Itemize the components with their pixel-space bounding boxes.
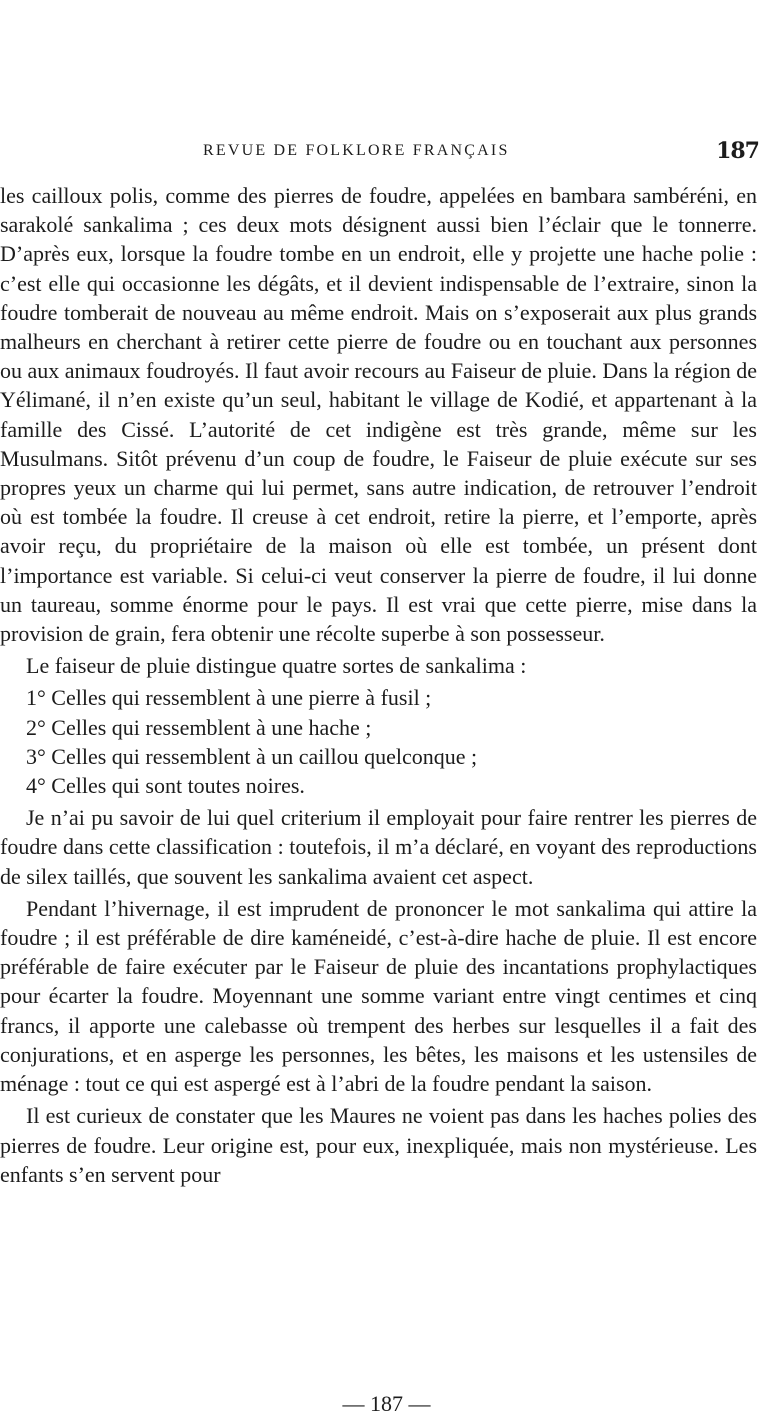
paragraph: les cailloux polis, comme des pierres de foudre, appelées en bambara sambéréni, en sarakolé sankalima ; ces deux mots désignent aussi bien l’éclair que le tonnerre. D’après eux, lorsque la foudre tombe en un endroit, elle y projette une hache polie : c’est elle qui occasionne les dégâts, et il devient indispensable de l’extraire, sinon la foudre tomberait de nouveau au même endroit. Mais on s’exposerait aux plus grands malheurs en cherchant à retirer cette pierre de foudre ou en touchant aux personnes ou aux animaux foudroyés. Il faut avoir recours au Faiseur de pluie. Dans la région de Yélimané, il n’en existe qu’un seul, habitant le village de Kodié, et appartenant à la famille des Cissé. L’autorité de cet indigène est très grande, même sur les Musulmans. Sitôt prévenu d’un coup de foudre, le Faiseur de pluie exécute sur ses propres yeux un charme qui lui permet, sans autre indication, de retrouver l’endroit où est tombée la foudre. Il creuse à cet endroit, retire la pierre, et l’emporte, après avoir reçu, du propriétaire de la maison où elle est tombée, un présent dont l’importance est variable. Si celui-ci veut conserver la pierre de foudre, il lui donne un taureau, somme énorme pour le pays. Il est vrai que cette pierre, mise dans la provision de grain, fera obtenir une récolte superbe à son possesseur. xyxy=(0,183,757,647)
paragraph: Il est curieux de constater que les Maures ne voient pas dans les haches polies des pierres de foudre. Leur origine est, pour eux, inexpliquée, mais non mystérieuse. Les enfants s’en servent pour xyxy=(0,1103,757,1187)
paragraph: Le faiseur de pluie distingue quatre sortes de sankalima : xyxy=(26,653,527,679)
running-title: REVUE DE FOLKLORE FRANÇAIS xyxy=(203,142,510,159)
page-number-top: 187 xyxy=(716,138,759,164)
list-item: 4° Celles qui sont toutes noires. xyxy=(26,773,305,799)
body-text xyxy=(0,181,757,1192)
list-item: 3° Celles qui ressemblent à un caillou quelconque ; xyxy=(26,743,478,769)
list-item: 1° Celles qui ressemblent à une pierre à fusil ; xyxy=(26,685,432,711)
page-number-bottom: — 187 — xyxy=(342,1391,431,1416)
paragraph: Pendant l’hivernage, il est imprudent de prononcer le mot sankalima qui attire la foudre ; il est préférable de dire kaméneidé, c’est-à-dire hache de pluie. Il est encore préférable de faire exécuter par le Faiseur de pluie des incantations prophylactiques pour écarter la foudre. Moyennant une somme variant entre vingt centimes et cinq francs, il apporte une calebasse où trempent des herbes sur lesquelles il a fait des conjurations, et en asperge les personnes, les bêtes, les maisons et les ustensiles de ménage : tout ce qui est aspergé est à l’abri de la foudre pendant la saison. xyxy=(0,895,757,1097)
list-item: 2° Celles qui ressemblent à une hache ; xyxy=(26,714,372,740)
paragraph: Je n’ai pu savoir de lui quel criterium il employait pour faire rentrer les pierres de foudre dans cette classification : toutefois, il m’a déclaré, en voyant des reproductions de silex taillés, que souvent les sankalima avaient cet aspect. xyxy=(0,805,757,889)
running-header xyxy=(0,140,773,166)
